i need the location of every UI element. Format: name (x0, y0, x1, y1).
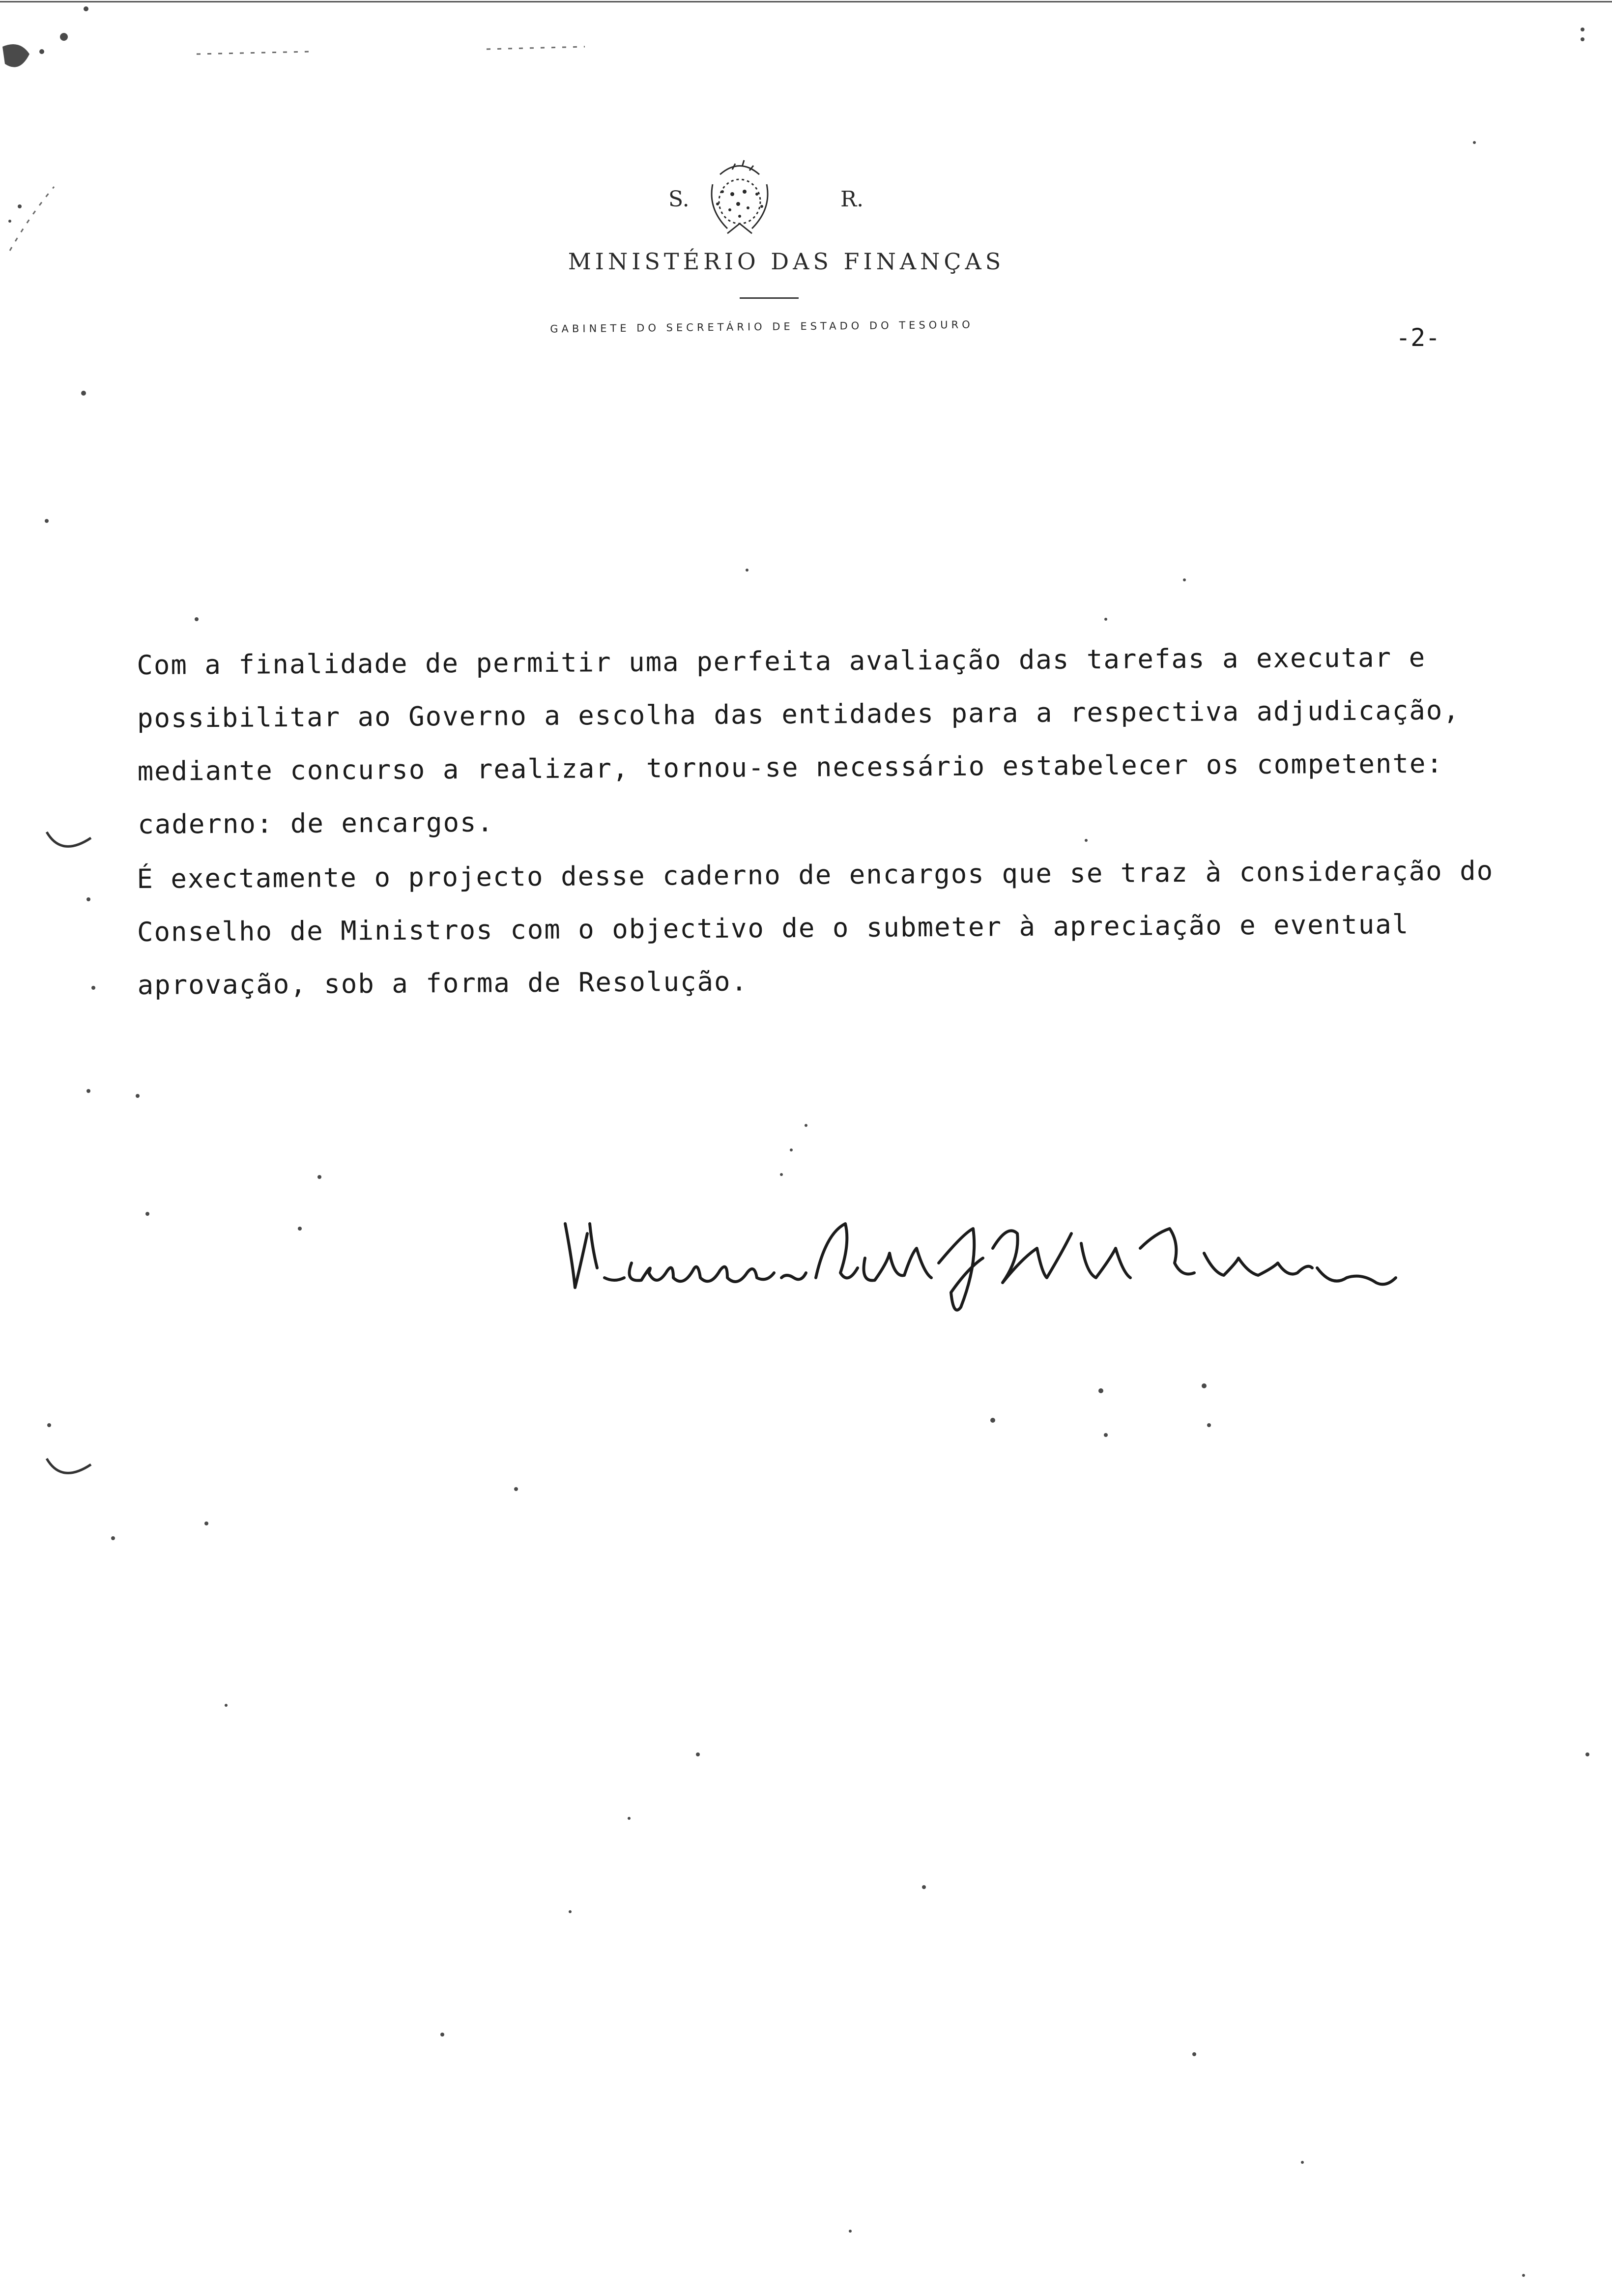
seal-initial-right: R. (840, 187, 864, 212)
coat-of-arms-seal (693, 155, 786, 241)
ministry-underline (740, 297, 799, 299)
seal-initial-left: S. (668, 187, 690, 212)
ministry-name: MINISTÉRIO DAS FINANÇAS (568, 248, 1005, 275)
body-paragraph-2: É exectamente o projecto desse caderno de encargos que se traz à consideração do Conselho de Ministros com o objectivo de o submeter à apreciação e eventual aprovação, sob a forma de Resolução. (137, 855, 1494, 1001)
letterhead (442, 145, 1130, 351)
handwritten-signature (550, 1204, 1455, 1322)
margin-hole-mark (42, 1455, 96, 1484)
margin-hole-mark (42, 828, 96, 858)
cabinet-name: GABINETE DO SECRETÁRIO DE ESTADO DO TESOURO (550, 318, 974, 335)
top-edge-rule (0, 1, 1612, 2)
page-number: -2- (1396, 323, 1440, 352)
body-paragraph-1: Com a finalidade de permitir uma perfeita avaliação das tarefas a executar e possibilitar ao Governo a escolha das entidades para a respectiva adjudicação, mediante concurso a realizar, tornou-se necessário estabelecer os competente: caderno: de encargos. (137, 641, 1460, 840)
